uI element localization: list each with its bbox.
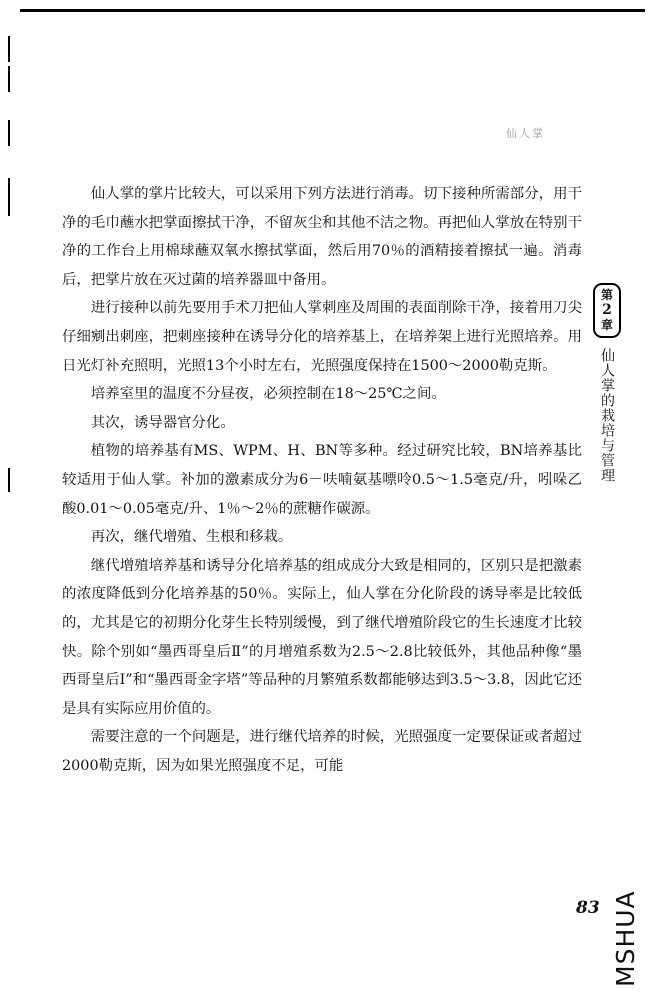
gutter-mark [8,120,10,146]
paragraph: 其次，诱导器官分化。 [90,414,235,431]
paragraph: 进行接种以前先要用手术刀把仙人掌刺座及周围的表面削除干净，接着用刀尖仔细剜出刺座，把刺座接种在诱导分化的培养基上，在培养架上进行光照培养。用日光灯补充照明，光照13个小时左右，光照强度保持在1500～2000勒克斯。 [62,300,582,374]
chapter-number: 2 [602,302,612,318]
gutter-mark [8,468,10,492]
page-number: 83 [576,898,600,918]
paragraph: 培养室里的温度不分昼夜，必须控制在18～25℃之间。 [90,386,446,403]
chapter-badge [593,283,621,338]
chapter-tab [590,283,624,483]
paragraph: 再次，继代增殖、生根和移栽。 [90,529,293,546]
running-head: 仙人掌 [506,127,545,140]
chapter-title: 仙人掌的栽培与管理 [599,348,615,483]
gutter-mark [8,66,10,92]
body-text [62,180,582,780]
chapter-label-bottom: 章 [600,318,613,332]
paragraph: 植物的培养基有MS、WPM、H、BN等多种。经过研究比较，BN培养基比较适用于仙人掌。补加的激素成分为6－呋喃氨基嘌呤0.5～1.5毫克/升，吲哚乙酸0.01～0.05毫克/升、1％～2％的蔗糖作碳源。 [62,443,582,517]
paragraph: 继代增殖培养基和诱导分化培养基的组成成分大致是相同的，区别只是把激素的浓度降低到分化培养基的50％。实际上，仙人掌在分化阶段的诱导率是比较低的，尤其是它的初期分化芽生长特别缓慢，到了继代增殖阶段它的生长速度才比较快。除个别如“墨西哥皇后Ⅱ”的月增殖系数为2.5～2.8比较低外，其他品种像“墨西哥皇后Ⅰ”和“墨西哥金字塔”等品种的月繁殖系数都能够达到3.5～3.8，因此它还是具有实际应用价值的。 [62,557,582,717]
paragraph: 需要注意的一个问题是，进行继代培养的时候，光照强度一定要保证或者超过2000勒克斯，因为如果光照强度不足，可能 [62,729,582,774]
paragraph: 仙人掌的掌片比较大，可以采用下列方法进行消毒。切下接种所需部分，用干净的毛巾蘸水把掌面擦拭干净，不留灰尘和其他不洁之物。再把仙人掌放在特别干净的工作台上用棉球蘸双氧水擦拭掌面，然后用70％的酒精接着擦拭一遍。消毒后，把掌片放在灭过菌的培养器皿中备用。 [62,186,582,288]
gutter-mark [8,36,10,62]
chapter-label-top: 第 [600,288,613,302]
gutter-mark [8,178,10,216]
top-rule [20,9,645,12]
watermark: MSHUA [611,890,640,987]
